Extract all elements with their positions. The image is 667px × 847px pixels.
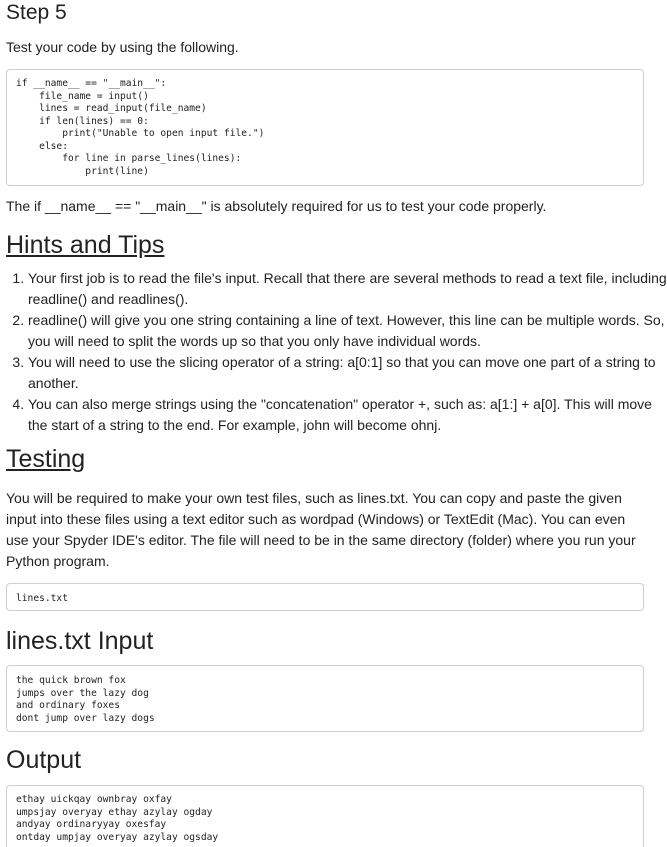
hint-item: 1. Your first job is to read the file's input. Recall that there are several methods to read a text file, including readline() and readlines(). — [28, 268, 667, 310]
step-note: The if __name__ == "__main__" is absolutely required for us to test your code properly. — [6, 198, 547, 214]
testing-heading: Testing — [6, 445, 86, 473]
input-code-block — [6, 665, 644, 732]
output-code-block — [6, 785, 644, 847]
filename-code-block — [6, 583, 644, 611]
step-intro: Test your code by using the following. — [6, 39, 239, 55]
hints-list — [6, 268, 667, 436]
hints-heading: Hints and Tips — [6, 231, 165, 259]
testing-body: You will be required to make your own test files, such as lines.txt. You can copy and paste the given input into these files using a text editor such as wordpad (Windows) or TextEdit (Mac). You can even use your Spyder IDE's editor. The file will need to be in the same directory (folder) where you run your Python program. — [6, 490, 636, 569]
filename-code-text: lines.txt — [16, 593, 68, 604]
step-title: Step 5 — [6, 1, 67, 24]
hint-item: 2. readline() will give you one string containing a line of text. However, this line can be multiple words. So, you will need to split the words up so that you only have individual words. — [28, 310, 667, 352]
input-heading: lines.txt Input — [6, 627, 154, 655]
hint-item: 4. You can also merge strings using the "concatenation" operator +, such as: a[1:] + a[0]. This will move the start of a string to the end. For example, john will become ohnj. — [28, 394, 667, 436]
hint-item: 3. You will need to use the slicing operator of a string: a[0:1] so that you can move one part of a string to another. — [28, 352, 667, 394]
input-code-text: the quick brown fox jumps over the lazy dog and ordinary foxes dont jump over lazy dogs — [16, 675, 155, 724]
output-heading: Output — [6, 746, 82, 774]
output-code-text: ethay uickqay ownbray oxfay umpsjay overyay ethay azylay ogday andyay ordinaryyay oxesfay ontday umpjay overyay azylay ogsday — [16, 794, 219, 843]
main-code-block — [6, 69, 644, 186]
main-code-text: if __name__ == "__main__": file_name = input() lines = read_input(file_name) if len(lines) == 0: print("Unable to open input file.") else: for line in parse_lines(lines): print(line) — [16, 78, 265, 177]
